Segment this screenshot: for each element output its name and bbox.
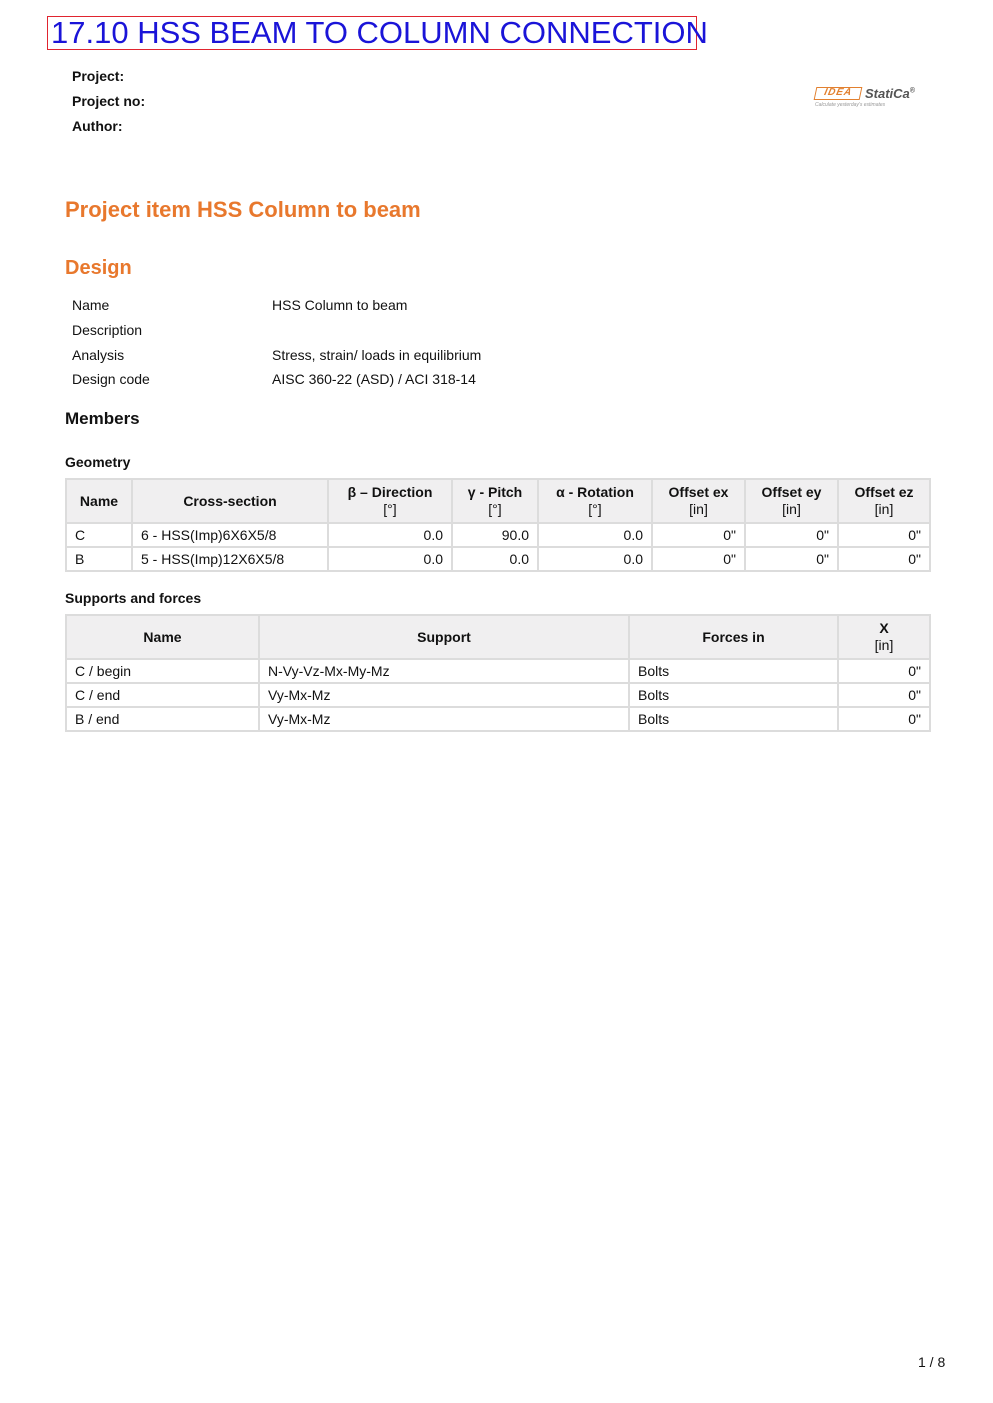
design-row-description: Description: [72, 322, 143, 339]
geometry-cell-offset-ey: 0": [745, 547, 838, 571]
table-row: [66, 547, 930, 571]
table-row: [66, 523, 930, 547]
geometry-header-offset-ex: Offset ex [in]: [652, 479, 745, 523]
geometry-header-name: Name: [66, 479, 132, 523]
geometry-cell-direction: 0.0: [328, 547, 452, 571]
geometry-header-direction: β – Direction [°]: [328, 479, 452, 523]
project-meta: [72, 64, 145, 139]
supports-cell-name: C / end: [66, 683, 259, 707]
geometry-header-pitch: γ - Pitch [°]: [452, 479, 538, 523]
geometry-header-offset-ey: Offset ey [in]: [745, 479, 838, 523]
design-properties: [72, 293, 481, 392]
geometry-cell-direction: 0.0: [328, 523, 452, 547]
page-number: 1 / 8: [918, 1354, 946, 1370]
geometry-cell-pitch: 90.0: [452, 523, 538, 547]
document-title: 17.10 HSS BEAM TO COLUMN CONNECTION: [47, 16, 697, 50]
supports-cell-name: B / end: [66, 707, 259, 731]
author-label: Author:: [72, 118, 123, 134]
geometry-cell-offset-ex: 0": [652, 547, 745, 571]
supports-heading: Supports and forces: [65, 590, 202, 606]
geometry-cell-cross-section: 6 - HSS(Imp)6X6X5/8: [132, 523, 328, 547]
supports-cell-forces-in: Bolts: [629, 707, 838, 731]
project-no-label: Project no:: [72, 93, 146, 109]
design-row-analysis: Analysis Stress, strain/ loads in equilibrium: [72, 346, 482, 363]
supports-cell-x: 0": [838, 683, 930, 707]
project-label: Project:: [72, 68, 125, 84]
geometry-cell-offset-ez: 0": [838, 547, 930, 571]
geometry-cell-offset-ez: 0": [838, 523, 930, 547]
supports-cell-name: C / begin: [66, 659, 259, 683]
geometry-cell-rotation: 0.0: [538, 523, 652, 547]
idea-statica-logo: [815, 86, 935, 116]
logo-tagline: Calculate yesterday's estimates: [815, 102, 886, 108]
supports-cell-support: N-Vy-Vz-Mx-My-Mz: [259, 659, 629, 683]
geometry-header-rotation: α - Rotation [°]: [538, 479, 652, 523]
table-row: [66, 683, 930, 707]
project-item-heading: Project item HSS Column to beam: [65, 197, 421, 222]
geometry-cell-offset-ex: 0": [652, 523, 745, 547]
members-heading: Members: [65, 409, 140, 428]
geometry-cell-name: B: [66, 547, 132, 571]
geometry-header-cross-section: Cross-section: [132, 479, 328, 523]
supports-table: [65, 614, 931, 732]
supports-cell-support: Vy-Mx-Mz: [259, 707, 629, 731]
supports-cell-forces-in: Bolts: [629, 683, 838, 707]
table-row: [66, 707, 930, 731]
supports-header-forces-in: Forces in: [629, 615, 838, 659]
supports-cell-x: 0": [838, 659, 930, 683]
supports-cell-forces-in: Bolts: [629, 659, 838, 683]
table-row: [66, 659, 930, 683]
supports-header-name: Name: [66, 615, 259, 659]
geometry-table: [65, 478, 931, 572]
geometry-cell-pitch: 0.0: [452, 547, 538, 571]
supports-header-x: X [in]: [838, 615, 930, 659]
geometry-heading: Geometry: [65, 454, 131, 470]
geometry-cell-rotation: 0.0: [538, 547, 652, 571]
design-row-name: Name HSS Column to beam: [72, 297, 408, 314]
logo-idea-mark: IDEA: [814, 87, 863, 100]
geometry-cell-offset-ey: 0": [745, 523, 838, 547]
geometry-cell-name: C: [66, 523, 132, 547]
supports-cell-support: Vy-Mx-Mz: [259, 683, 629, 707]
geometry-header-offset-ez: Offset ez [in]: [838, 479, 930, 523]
supports-cell-x: 0": [838, 707, 930, 731]
logo-statica-text: StatiCa®: [865, 86, 915, 101]
design-heading: Design: [65, 257, 132, 279]
design-row-design-code: Design code AISC 360-22 (ASD) / ACI 318-14: [72, 371, 476, 388]
geometry-cell-cross-section: 5 - HSS(Imp)12X6X5/8: [132, 547, 328, 571]
supports-header-support: Support: [259, 615, 629, 659]
